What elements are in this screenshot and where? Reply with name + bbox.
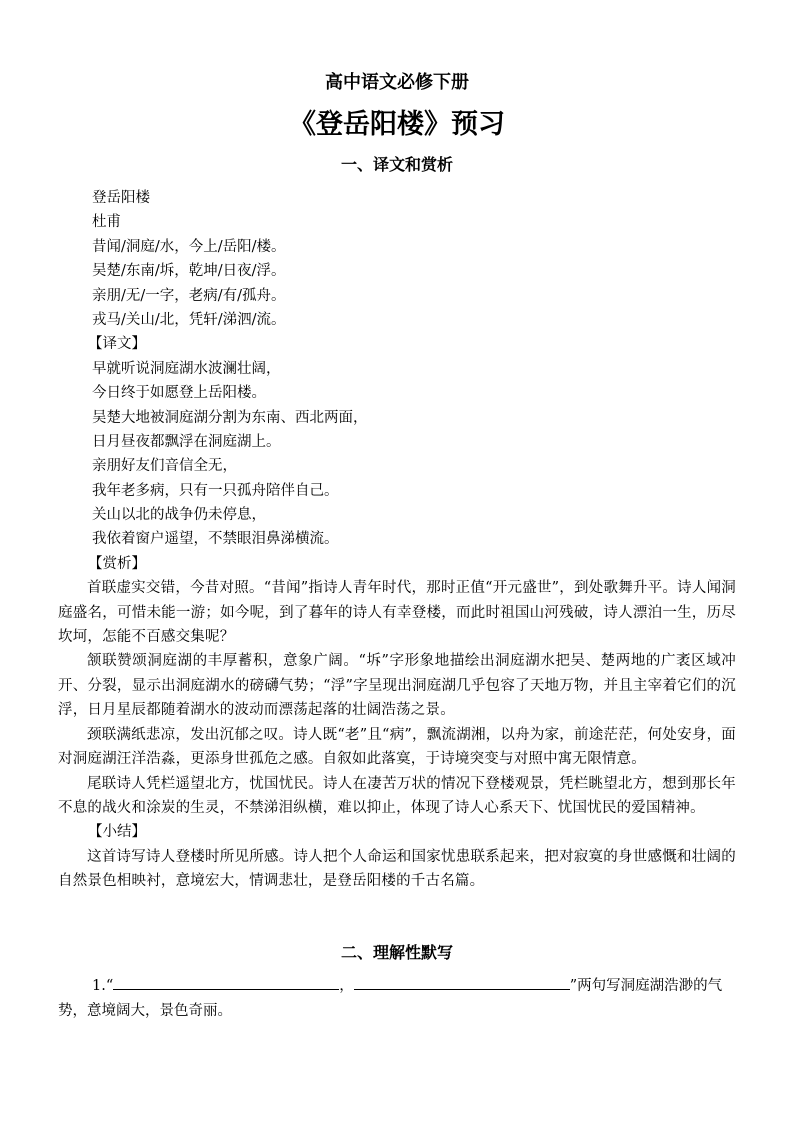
translation-tag: 【译文】 <box>88 336 146 353</box>
translation-line: 关山以北的战争仍未停息， <box>92 507 266 524</box>
summary-paragraph: 这首诗写诗人登楼时所见所感。诗人把个人命运和国家忧患联系起来，把对寂寞的身世感慨和壮阔的自然景色相映衬，意境宏大，情调悲壮，是登岳阳楼的千古名篇。 <box>58 848 736 890</box>
appreciation-tag: 【赏析】 <box>88 555 146 572</box>
answer-blank-1[interactable] <box>113 974 339 990</box>
comma: ， <box>339 978 354 994</box>
section-heading-translation: 一、译文和赏析 <box>340 155 453 174</box>
appreciation-paragraph: 首联虚实交错，今昔对照。“昔闻”指诗人青年时代，那时正值“开元盛世”，到处歌舞升平。诗人闻洞庭盛名，可惜未能一游；如今呢，到了暮年的诗人有幸登楼，而此时祖国山河残破，诗人漂泊一生，历尽坎坷，怎能不百感交集呢？ <box>58 580 736 646</box>
series-title: 高中语文必修下册 <box>325 72 469 93</box>
translation-line: 今日终于如愿登上岳阳楼。 <box>92 385 266 402</box>
summary-tag: 【小结】 <box>88 824 146 841</box>
section-heading-dictation: 二、理解性默写 <box>340 943 453 962</box>
dictation-question-1 <box>58 974 736 1024</box>
section-translation-body <box>58 186 736 894</box>
appreciation-paragraph: 颔联赞颂洞庭湖的丰厚蓄积，意象广阔。“坼”字形象地描绘出洞庭湖水把吴、楚两地的广袤区域冲开、分裂，显示出洞庭湖水的磅礴气势；“浮”字呈现出洞庭湖几乎包容了天地万物，并且主宰着它们的沉浮，日月星辰都随着湖水的波动而漂荡起落的壮阔浩荡之景。 <box>58 653 736 719</box>
translation-line: 吴楚大地被洞庭湖分割为东南、西北两面， <box>92 409 368 426</box>
translation-line: 我依着窗户遥望，不禁眼泪鼻涕横流。 <box>92 531 339 548</box>
answer-blank-2[interactable] <box>354 974 570 990</box>
translation-line: 亲朋好友们音信全无， <box>92 458 237 475</box>
poem-author: 杜甫 <box>92 214 121 231</box>
appreciation-paragraph: 尾联诗人凭栏遥望北方，忧国忧民。诗人在凄苦万状的情况下登楼观景，凭栏眺望北方，想到那长年不息的战火和涂炭的生灵，不禁涕泪纵横，难以抑止，体现了诗人心系天下、忧国忧民的爱国精神。 <box>58 775 736 816</box>
translation-line: 日月昼夜都飘浮在洞庭湖上。 <box>92 433 281 450</box>
poem-line: 亲朋/无/一字，老病/有/孤舟。 <box>92 287 286 304</box>
translation-line: 我年老多病，只有一只孤舟陪伴自己。 <box>92 482 339 499</box>
document-title: 《登岳阳楼》预习 <box>289 109 505 140</box>
question-text: ”两句写洞庭湖浩渺的气势，意境阔大，景色奇丽。 <box>58 978 723 1019</box>
question-number: 1. <box>92 978 106 994</box>
poem-title: 登岳阳楼 <box>92 190 150 206</box>
translation-line: 早就听说洞庭湖水波澜壮阔， <box>92 360 281 377</box>
poem-line: 戎马/关山/北，凭轩/涕泗/流。 <box>92 311 286 328</box>
appreciation-paragraph: 颈联满纸悲凉，发出沉郁之叹。诗人既“老”且“病”，飘流湖湘，以舟为家，前途茫茫，何处安身，面对洞庭湖汪洋浩淼，更添身世孤危之感。自叙如此落寞，于诗境突变与对照中寓无限情意。 <box>58 726 736 768</box>
open-quote: “ <box>105 978 114 994</box>
poem-line: 吴楚/东南/坼，乾坤/日夜/浮。 <box>92 263 286 280</box>
poem-line: 昔闻/洞庭/水，今上/岳阳/楼。 <box>92 238 286 255</box>
